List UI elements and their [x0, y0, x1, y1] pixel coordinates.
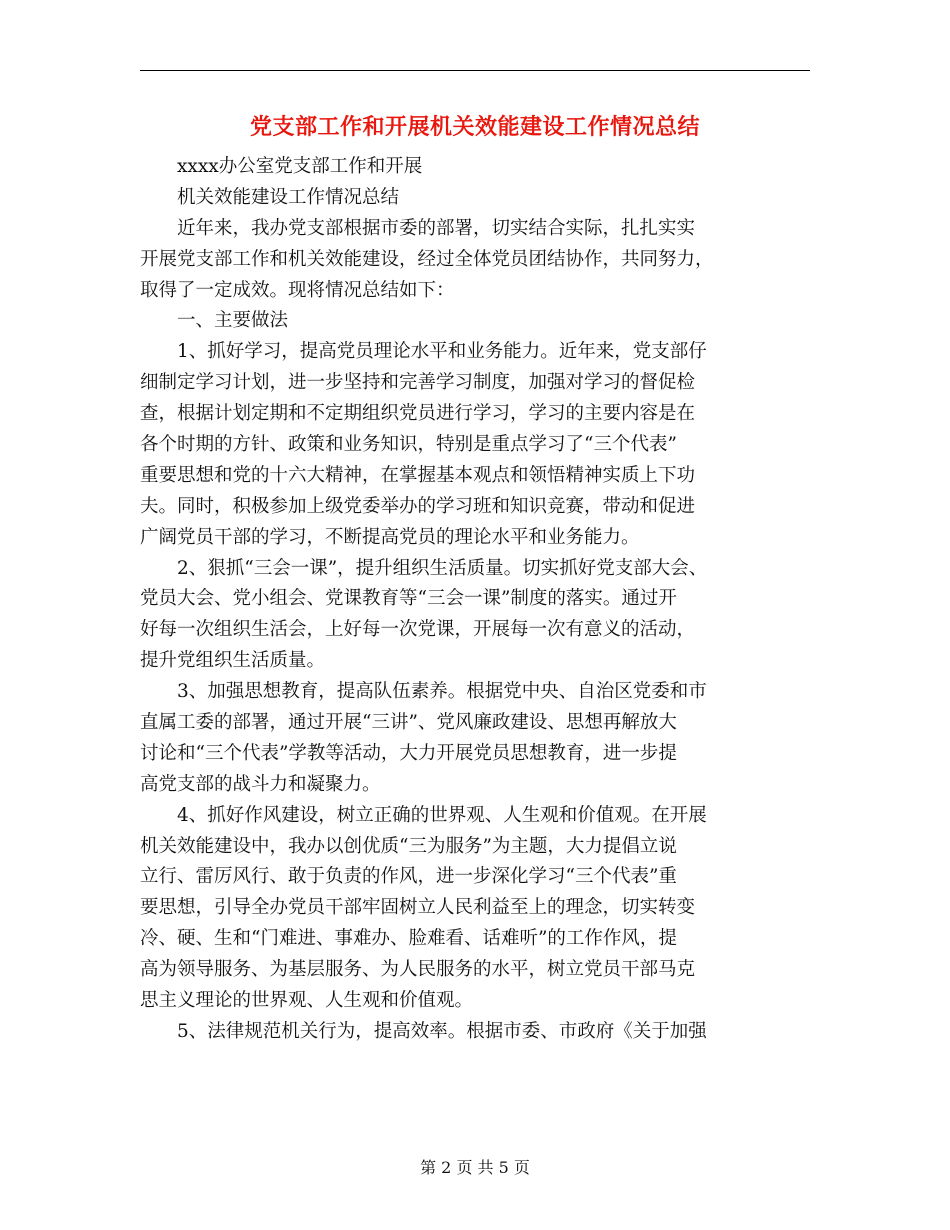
body-line: 机关效能建设中，我办以创优质“三为服务”为主题，大力提倡立说	[140, 835, 677, 857]
body-line: 高党支部的战斗力和凝聚力。	[140, 773, 381, 795]
body-line: 取得了一定成效。现将情况总结如下：	[140, 279, 455, 301]
body-line: 夫。同时，积极参加上级党委举办的学习班和知识竞赛，带动和促进	[140, 495, 696, 517]
body-line: 查，根据计划定期和不定期组织党员进行学习，学习的主要内容是在	[140, 403, 696, 425]
body-line: 讨论和“三个代表”学教等活动，大力开展党员思想教育，进一步提	[140, 742, 677, 764]
document-title: 党支部工作和开展机关效能建设工作情况总结	[249, 114, 700, 140]
body-line: 广阔党员干部的学习，不断提高党员的理论水平和业务能力。	[140, 526, 640, 548]
body-line: 党员大会、党小组会、党课教育等“三会一课”制度的落实。通过开	[140, 588, 677, 610]
body-line: 1、抓好学习，提高党员理论水平和业务能力。近年来，党支部仔	[177, 341, 707, 363]
section-heading: 一、主要做法	[177, 310, 289, 332]
body-line: 思主义理论的世界观、人生观和价值观。	[140, 990, 474, 1012]
body-line: 好每一次组织生活会，上好每一次党课，开展每一次有意义的活动，	[140, 619, 696, 641]
body-line: xxxx办公室党支部工作和开展	[177, 156, 423, 177]
body-line: 开展党支部工作和机关效能建设，经过全体党员团结协作，共同努力，	[140, 248, 714, 270]
body-line: 4、抓好作风建设，树立正确的世界观、人生观和价值观。在开展	[177, 804, 707, 826]
document-body	[140, 152, 820, 1048]
body-line: 提升党组织生活质量。	[140, 650, 326, 672]
body-line: 高为领导服务、为基层服务、为人民服务的水平，树立党员干部马克	[140, 959, 696, 981]
page-number-footer: 第 2 页 共 5 页	[420, 1158, 530, 1177]
body-line: 细制定学习计划，进一步坚持和完善学习制度，加强对学习的督促检	[140, 372, 696, 394]
body-line: 各个时期的方针、政策和业务知识，特别是重点学习了“三个代表”	[140, 434, 677, 456]
body-line: 3、加强思想教育，提高队伍素养。根据党中央、自治区党委和市	[177, 681, 707, 703]
body-line: 机关效能建设工作情况总结	[177, 186, 400, 208]
body-line: 要思想，引导全办党员干部牢固树立人民利益至上的理念，切实转变	[140, 897, 696, 919]
header-rule	[140, 70, 810, 71]
body-line: 近年来，我办党支部根据市委的部署，切实结合实际，扎扎实实	[177, 217, 696, 239]
body-line: 冷、硬、生和“门难进、事难办、脸难看、话难听”的工作作风，提	[140, 928, 677, 950]
body-line: 5、法律规范机关行为，提高效率。根据市委、市政府《关于加强	[177, 1020, 707, 1042]
body-line: 2、狠抓“三会一课”，提升组织生活质量。切实抓好党支部大会、	[177, 557, 708, 579]
body-line: 立行、雷厉风行、敢于负责的作风，进一步深化学习“三个代表”重	[140, 866, 677, 888]
body-line: 重要思想和党的十六大精神，在掌握基本观点和领悟精神实质上下功	[140, 464, 696, 486]
body-line: 直属工委的部署，通过开展“三讲”、党风廉政建设、思想再解放大	[140, 712, 677, 734]
